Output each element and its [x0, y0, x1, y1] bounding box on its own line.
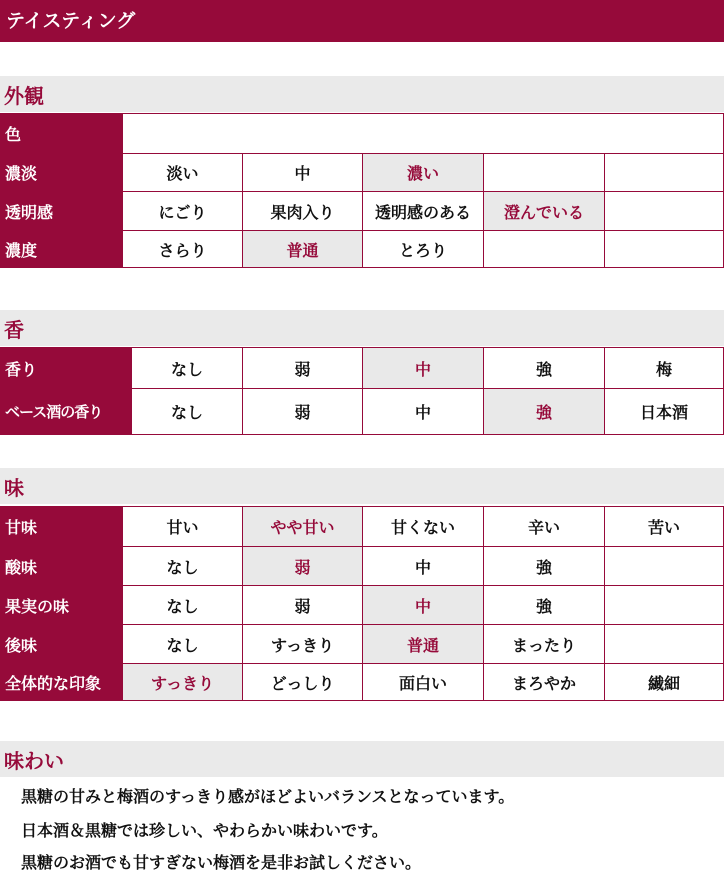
option-cell: まろやか [484, 664, 605, 701]
table-row-shade [1, 154, 724, 192]
section-heading-appearance: 外観 [0, 76, 724, 112]
option-cell: なし [123, 586, 243, 625]
option-cell-selected: 普通 [243, 231, 363, 268]
option-cell-selected: 澄んでいる [484, 192, 605, 231]
row-label: 果実の味 [1, 586, 123, 625]
table-row-sweetness [1, 507, 724, 547]
row-label: 濃淡 [1, 154, 123, 192]
option-cell: にごり [123, 192, 243, 231]
section-heading-aroma: 香 [0, 310, 724, 346]
option-cell: 強 [484, 547, 605, 586]
option-cell: 面白い [363, 664, 484, 701]
option-cell-selected: すっきり [123, 664, 243, 701]
option-cell: 辛い [484, 507, 605, 547]
row-label: 濃度 [1, 231, 123, 268]
option-cell: なし [123, 625, 243, 664]
option-cell: 透明感のある [363, 192, 484, 231]
option-cell: さらり [123, 231, 243, 268]
table-row-clarity [1, 192, 724, 231]
option-cell [605, 586, 724, 625]
option-cell: 中 [363, 547, 484, 586]
page-title: テイスティング [0, 0, 724, 42]
row-label: 香り [1, 348, 132, 389]
option-cell [484, 154, 605, 192]
flavor-description-line: 日本酒＆黒糖では珍しい、やわらかい味わいです。 [21, 821, 388, 840]
flavor-description-line: 黒糖のお酒でも甘すぎない梅酒を是非お試しください。 [21, 853, 422, 872]
table-row-aftertaste [1, 625, 724, 664]
option-cell: 梅 [605, 348, 724, 389]
option-cell: なし [132, 389, 243, 435]
option-cell: 果肉入り [243, 192, 363, 231]
option-cell: 中 [363, 389, 484, 435]
option-cell: 日本酒 [605, 389, 724, 435]
option-cell: 強 [484, 348, 605, 389]
option-cell [605, 231, 724, 268]
option-cell [484, 231, 605, 268]
option-cell-selected: やや甘い [243, 507, 363, 547]
table-row-color [1, 114, 724, 154]
option-cell [605, 154, 724, 192]
table-row-fruit [1, 586, 724, 625]
option-cell: なし [123, 547, 243, 586]
option-cell: 甘い [123, 507, 243, 547]
option-cell: なし [132, 348, 243, 389]
table-row-overall [1, 664, 724, 701]
row-label: 全体的な印象 [1, 664, 123, 701]
option-cell [605, 547, 724, 586]
row-label: 色 [1, 114, 123, 154]
option-cell-selected: 普通 [363, 625, 484, 664]
option-cell: まったり [484, 625, 605, 664]
option-cell-selected: 濃い [363, 154, 484, 192]
row-label: 後味 [1, 625, 123, 664]
flavor-description-line: 黒糖の甘みと梅酒のすっきり感がほどよいバランスとなっています。 [21, 787, 515, 806]
option-cell: 中 [243, 154, 363, 192]
option-cell-selected: 弱 [243, 547, 363, 586]
row-label: ベース酒の香り [1, 389, 132, 435]
table-row-base-aroma [1, 389, 724, 435]
option-cell-selected: 強 [484, 389, 605, 435]
option-cell: 淡い [123, 154, 243, 192]
row-label: 透明感 [1, 192, 123, 231]
option-cell [605, 192, 724, 231]
appearance-table [0, 113, 724, 268]
table-row-aroma [1, 348, 724, 389]
option-cell-selected: 中 [363, 586, 484, 625]
option-cell: 弱 [243, 586, 363, 625]
option-cell: 繊細 [605, 664, 724, 701]
option-cell: 甘くない [363, 507, 484, 547]
option-cell: とろり [363, 231, 484, 268]
aroma-table [0, 347, 724, 435]
option-cell: すっきり [243, 625, 363, 664]
option-cell: 苦い [605, 507, 724, 547]
color-value-cell [123, 114, 724, 154]
table-row-acidity [1, 547, 724, 586]
section-heading-taste: 味 [0, 468, 724, 504]
option-cell: 弱 [243, 389, 363, 435]
row-label: 酸味 [1, 547, 123, 586]
option-cell: 強 [484, 586, 605, 625]
row-label: 甘味 [1, 507, 123, 547]
section-heading-flavor: 味わい [0, 741, 724, 777]
table-row-thickness [1, 231, 724, 268]
option-cell: 弱 [243, 348, 363, 389]
option-cell [605, 625, 724, 664]
taste-table [0, 506, 724, 701]
option-cell: どっしり [243, 664, 363, 701]
option-cell-selected: 中 [363, 348, 484, 389]
